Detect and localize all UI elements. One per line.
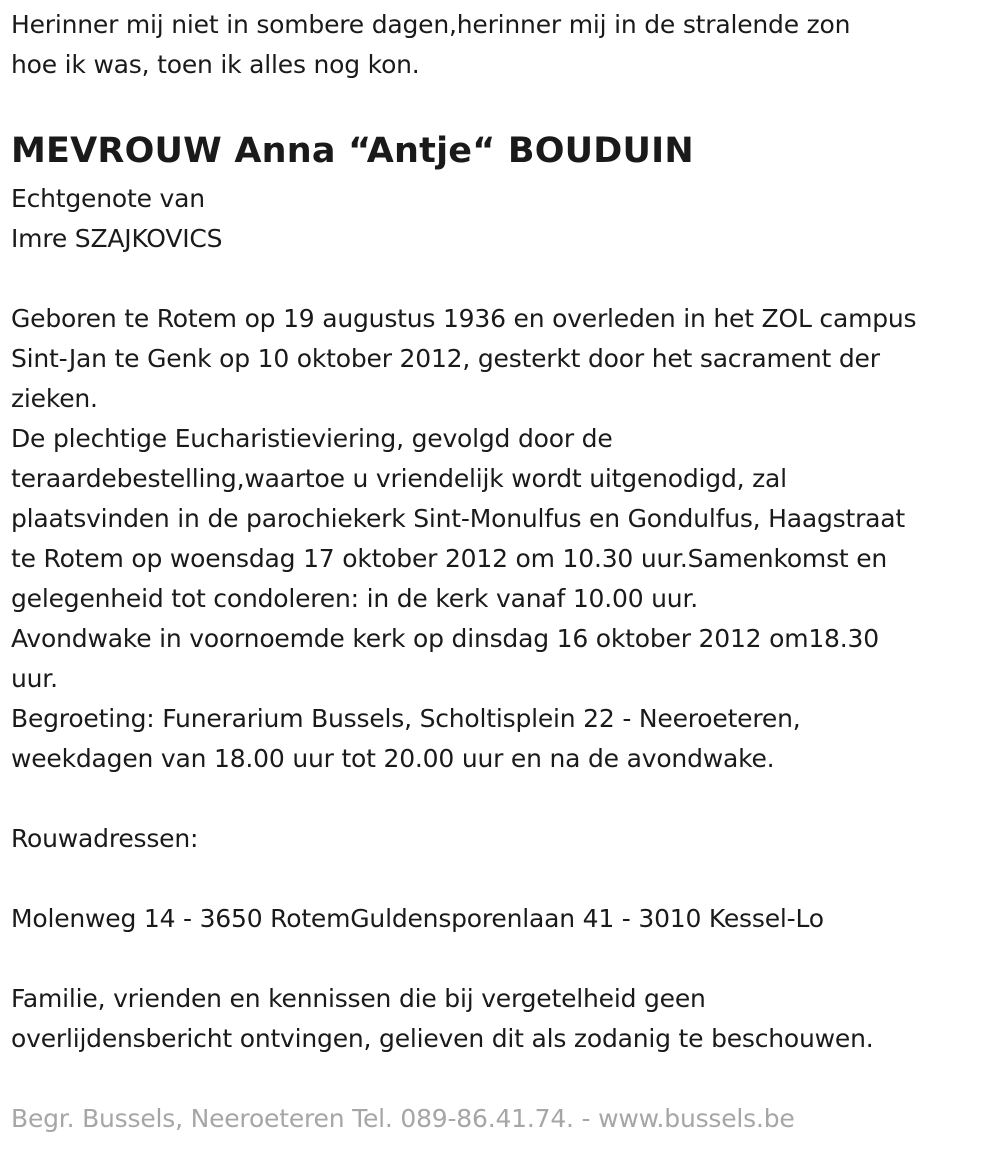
details-line: uur.	[11, 664, 58, 693]
details-line: plaatsvinden in de parochiekerk Sint-Monulfus en Gondulfus, Haagstraat	[11, 504, 906, 533]
spacer	[11, 1059, 991, 1099]
poem-quote	[11, 5, 991, 85]
notice-paragraph	[11, 979, 991, 1059]
spacer	[11, 859, 991, 899]
details-line: gelegenheid tot condoleren: in de kerk vanaf 10.00 uur.	[11, 584, 698, 613]
spacer	[11, 779, 991, 819]
addresses-text: Molenweg 14 - 3650 RotemGuldensporenlaan 41 - 3010 Kessel-Lo	[11, 904, 824, 933]
obituary-document	[11, 0, 991, 1139]
notice-line-1: Familie, vrienden en kennissen die bij vergetelheid geen	[11, 984, 706, 1013]
spouse-block	[11, 179, 991, 259]
details-line: Sint-Jan te Genk op 10 oktober 2012, gesterkt door het sacrament der	[11, 344, 880, 373]
details-line: te Rotem op woensdag 17 oktober 2012 om 10.30 uur.Samenkomst en	[11, 544, 888, 573]
poem-line-2: hoe ik was, toen ik alles nog kon.	[11, 50, 420, 79]
spacer	[11, 939, 991, 979]
funeral-home-footer: Begr. Bussels, Neeroeteren Tel. 089-86.41.74. - www.bussels.be	[11, 1104, 795, 1133]
details-line: Geboren te Rotem op 19 augustus 1936 en overleden in het ZOL campus	[11, 304, 917, 333]
details-line: Avondwake in voornoemde kerk op dinsdag 16 oktober 2012 om18.30	[11, 624, 879, 653]
details-paragraph	[11, 299, 991, 779]
spacer	[11, 259, 991, 299]
details-line: Begroeting: Funerarium Bussels, Scholtisplein 22 - Neeroeteren,	[11, 704, 801, 733]
details-line: weekdagen van 18.00 uur tot 20.00 uur en na de avondwake.	[11, 744, 775, 773]
deceased-name: MEVROUW Anna “Antje“ BOUDUIN	[11, 131, 694, 171]
details-line: zieken.	[11, 384, 98, 413]
details-line: teraardebestelling,waartoe u vriendelijk wordt uitgenodigd, zal	[11, 464, 787, 493]
poem-line-1: Herinner mij niet in sombere dagen,herinner mij in de stralende zon	[11, 10, 851, 39]
addresses-label: Rouwadressen:	[11, 824, 199, 853]
details-line: De plechtige Eucharistieviering, gevolgd door de	[11, 424, 613, 453]
spouse-label: Echtgenote van	[11, 184, 205, 213]
spouse-name: Imre SZAJKOVICS	[11, 224, 223, 253]
notice-line-2: overlijdensbericht ontvingen, gelieven dit als zodanig te beschouwen.	[11, 1024, 874, 1053]
